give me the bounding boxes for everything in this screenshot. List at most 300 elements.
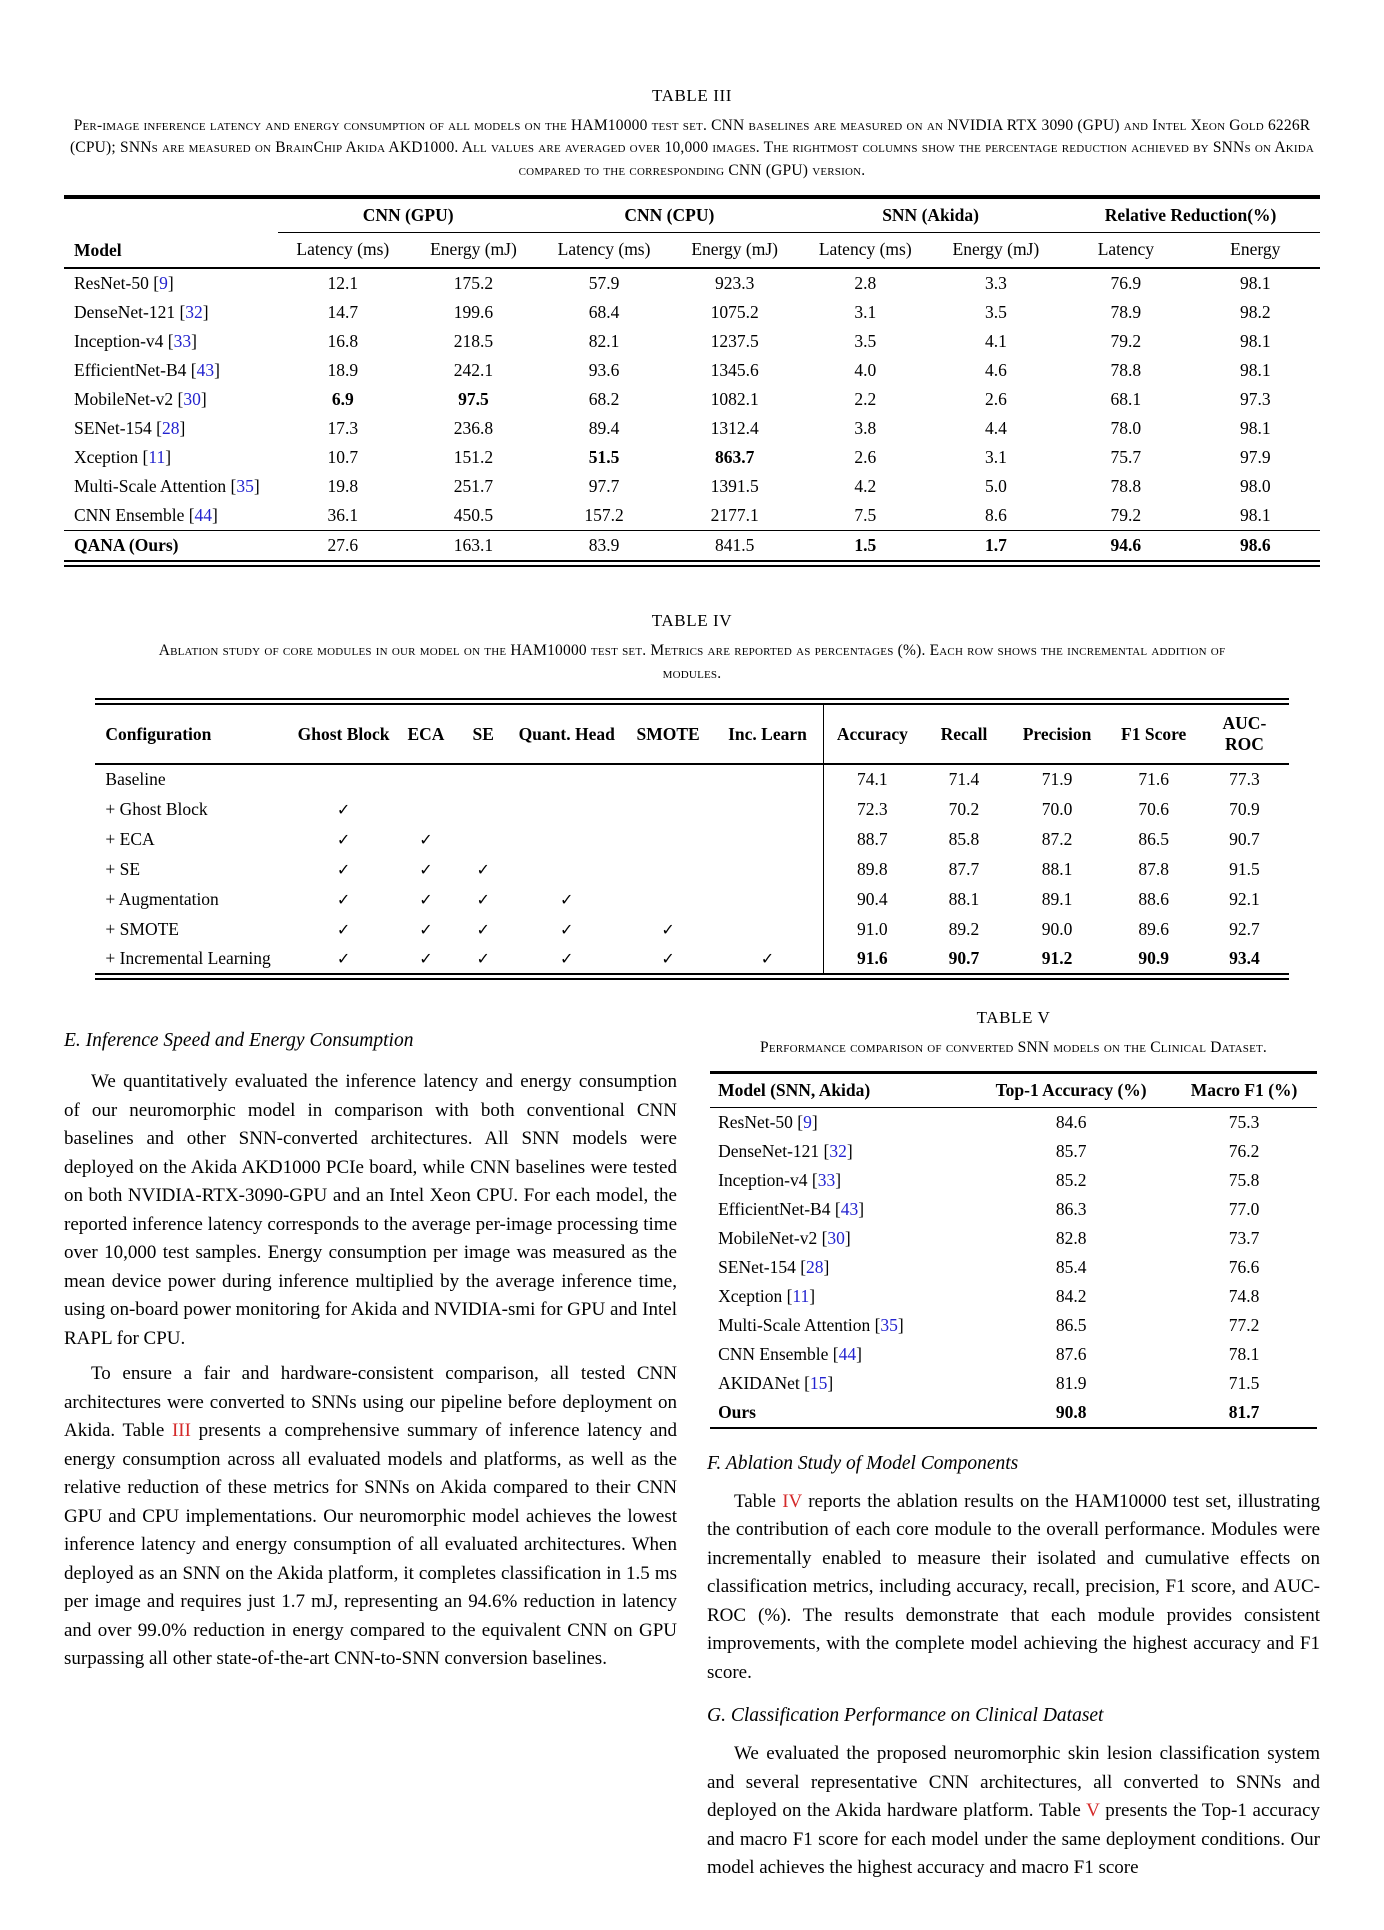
table-cell: 76.2 [1228, 1140, 1260, 1161]
table-cell: 1345.6 [710, 360, 759, 381]
table-cell: 68.4 [588, 302, 620, 323]
section-g-paragraph [707, 1740, 1320, 1883]
table5-header: Model (SNN, Akida) [710, 1072, 971, 1107]
paragraph-text: reports the ablation results on the HAM10000 test set, illustrating the contribution of each core module to the overall performance. Modules were incrementally enabled to measure their isolated and cumulative effects on classification metrics, including accuracy, recall, precision, F1 score, and AUC-ROC (%). The results demonstrate that each module provides consistent improvements, with the complete model achieving the highest accuracy and F1 score. [707, 1490, 1320, 1683]
table-cell [624, 884, 712, 914]
table-cell: 87.6 [1055, 1343, 1087, 1364]
citation-link[interactable]: 15 [809, 1372, 828, 1393]
table4-caption: Ablation study of core modules in our model on the HAM10000 test set. Metrics are reported as percentages (%). Each row shows the incremental addition of modules. [158, 642, 1226, 682]
table-cell: 76.9 [1110, 273, 1142, 294]
table4-header: Quant. Head [509, 702, 624, 765]
table3-caption-block [64, 86, 1320, 182]
table-cell [457, 794, 510, 824]
model-name: EfficientNet-B4 [718, 1198, 831, 1219]
table-cell: 97.7 [588, 476, 620, 497]
table3-group-cnn-cpu: CNN (CPU) [539, 197, 800, 233]
checkmark-icon: ✓ [336, 829, 351, 849]
table-cell [292, 794, 395, 824]
table-cell: 16.8 [327, 331, 359, 352]
table-cell: 92.7 [1229, 918, 1260, 939]
table-cell: 92.1 [1229, 888, 1260, 909]
table-row [64, 443, 1320, 472]
table-cell: 90.7 [948, 948, 980, 969]
table-cell [292, 854, 395, 884]
table-cell: 151.2 [453, 447, 494, 468]
table-cell: Inception-v4 [33] [74, 331, 197, 352]
table-cell: 75.8 [1228, 1169, 1260, 1190]
table-cell: 72.3 [823, 794, 921, 824]
table-cell: 3.3 [984, 273, 1007, 294]
table-cell: Xception [11] [718, 1285, 816, 1306]
table3-subheader: Energy [1191, 233, 1320, 269]
table-cell: 12.1 [327, 273, 359, 294]
table4-header: Recall [921, 702, 1007, 765]
model-name: Multi-Scale Attention [74, 476, 227, 497]
table-cell: Multi-Scale Attention [35] [718, 1314, 904, 1335]
table-cell: 4.2 [854, 476, 877, 497]
table-cell: 1391.5 [710, 476, 759, 497]
table4-header: AUC-ROC [1200, 702, 1288, 765]
table-row [710, 1369, 1317, 1398]
section-e-paragraph-1 [64, 1068, 677, 1353]
table-cell: 81.9 [1055, 1372, 1087, 1393]
table-cell [395, 914, 457, 944]
paragraph-text: We evaluated the proposed neuromorphic skin lesion classification system and several representative CNN architectures, all converted to SNNs and deployed on the Akida hardware platform. Table [707, 1743, 1320, 1822]
table-cell: 88.7 [823, 824, 921, 854]
table-cell [509, 764, 624, 794]
table-row [710, 1166, 1317, 1195]
table-cell: 98.0 [1239, 476, 1271, 497]
table-cell [509, 794, 624, 824]
table-cell: 18.9 [327, 360, 359, 381]
citation-link[interactable]: 33 [817, 1169, 836, 1190]
section-g-heading: G. Classification Performance on Clinical Dataset [707, 1705, 1104, 1727]
table-cell: Inception-v4 [33] [718, 1169, 842, 1190]
table-cell: 81.7 [1228, 1401, 1260, 1422]
model-name: ResNet-50 [718, 1111, 793, 1132]
table-row [64, 356, 1320, 385]
model-name: DenseNet-121 [718, 1140, 820, 1161]
checkmark-icon: ✓ [661, 949, 675, 969]
table3-header-model: Model [64, 197, 278, 268]
table-cell: 78.9 [1110, 302, 1142, 323]
table-cell: 10.7 [327, 447, 359, 468]
table-cell: 75.7 [1110, 447, 1142, 468]
table-cell: 218.5 [453, 331, 494, 352]
table-cell: 97.3 [1239, 389, 1271, 410]
table3-group-cnn-gpu: CNN (GPU) [278, 197, 539, 233]
table-cell: 2.8 [854, 273, 877, 294]
table-row [95, 794, 1288, 824]
table4-header: F1 Score [1107, 702, 1200, 765]
table-row [710, 1253, 1317, 1282]
table-row [95, 884, 1288, 914]
table-cell: 79.2 [1110, 331, 1142, 352]
table-cell: 98.1 [1239, 418, 1271, 439]
table-cell: SENet-154 [28] [718, 1256, 830, 1277]
table-cell: 71.5 [1228, 1372, 1260, 1393]
table-cell [509, 854, 624, 884]
table-cell: ResNet-50 [9] [74, 273, 174, 294]
checkmark-icon: ✓ [419, 829, 433, 849]
table-cell [712, 764, 823, 794]
table3-subheader: Latency [1061, 233, 1190, 269]
table-cell: 94.6 [1061, 531, 1190, 564]
table-cell: 5.0 [984, 476, 1007, 497]
table-cell: 75.3 [1228, 1111, 1260, 1132]
table-cell: + Augmentation [105, 888, 219, 909]
table-row [710, 1137, 1317, 1166]
table-cell: 70.0 [1041, 798, 1073, 819]
table4-header: Inc. Learn [712, 702, 823, 765]
checkmark-icon: ✓ [476, 949, 490, 969]
table-cell: 1082.1 [710, 389, 759, 410]
citation-link[interactable]: 11 [792, 1285, 810, 1306]
model-name: QANA (Ours) [74, 535, 179, 556]
table3-title: TABLE III [651, 86, 733, 105]
table-cell: 1.5 [800, 531, 931, 564]
checkmark-icon: ✓ [419, 859, 433, 879]
table-cell: 87.8 [1138, 858, 1169, 879]
table-cell: 2.2 [854, 389, 877, 410]
table-cell [624, 824, 712, 854]
table-cell: 84.6 [1055, 1111, 1087, 1132]
table-cell: 71.9 [1041, 769, 1073, 790]
table-cell [712, 824, 823, 854]
table-row [64, 268, 1320, 298]
table-cell: 251.7 [453, 476, 494, 497]
table-cell: 68.2 [588, 389, 620, 410]
table-row [710, 1311, 1317, 1340]
table5-body [710, 1107, 1317, 1428]
table-cell: 89.1 [1041, 888, 1073, 909]
table-cell: AKIDANet [15] [718, 1372, 834, 1393]
table-cell [624, 944, 712, 977]
table3-subheader: Energy (mJ) [408, 233, 539, 269]
table-cell: 91.5 [1229, 858, 1260, 879]
checkmark-icon: ✓ [419, 949, 433, 969]
table5 [710, 1071, 1317, 1429]
table-cell: 71.4 [948, 769, 980, 790]
table-cell: 87.7 [948, 858, 980, 879]
checkmark-icon: ✓ [336, 889, 351, 909]
table-cell: 97.9 [1239, 447, 1271, 468]
table-cell: 98.6 [1191, 531, 1320, 564]
table-cell [64, 531, 278, 564]
citation-link[interactable]: 30 [827, 1227, 845, 1248]
table-cell [395, 884, 457, 914]
section-e-paragraph-2 [64, 1360, 677, 1674]
table-cell: EfficientNet-B4 [43] [74, 360, 220, 381]
citation-link[interactable]: 32 [185, 302, 203, 323]
table-cell: 89.6 [1138, 918, 1169, 939]
citation-link[interactable]: 33 [173, 331, 192, 352]
model-name: Inception-v4 [74, 331, 164, 352]
table-cell: CNN Ensemble [44] [718, 1343, 862, 1364]
model-name: CNN Ensemble [718, 1343, 829, 1364]
table-cell [509, 944, 624, 977]
model-name: Ours [718, 1401, 756, 1422]
table-row [64, 414, 1320, 443]
citation-link[interactable]: 44 [838, 1343, 857, 1364]
checkmark-icon: ✓ [419, 919, 433, 939]
table-cell: 88.1 [1041, 858, 1073, 879]
table-cell: 7.5 [854, 505, 877, 526]
table-cell: 84.2 [1055, 1285, 1087, 1306]
checkmark-icon: ✓ [476, 919, 490, 939]
table-cell: 90.9 [1138, 948, 1169, 969]
right-column [707, 1008, 1320, 1889]
table-cell [457, 914, 510, 944]
citation-link[interactable]: 44 [194, 505, 213, 526]
citation-link[interactable]: 32 [829, 1140, 847, 1161]
model-name: Xception [74, 447, 139, 468]
table-cell [292, 914, 395, 944]
table-cell [457, 824, 510, 854]
model-name: MobileNet-v2 [718, 1227, 818, 1248]
table-cell: 3.5 [984, 302, 1007, 323]
table-cell: 90.0 [1041, 918, 1073, 939]
table-row [64, 472, 1320, 501]
table-cell: 71.6 [1138, 769, 1169, 790]
table-cell: 14.7 [327, 302, 359, 323]
table-cell: 3.5 [854, 331, 877, 352]
paragraph-text: We quantitatively evaluated the inference latency and energy consumption of our neuromorphic model in comparison with both conventional CNN baselines and other SNN-converted architectures. All SNN models were deployed on the Akida AKD1000 PCIe board, while CNN baselines were tested on both NVIDIA-RTX-3090-GPU and an Intel Xeon CPU. For each model, the reported inference latency corresponds to the average per-image processing time over 10,000 test samples. Energy consumption per image was measured as the mean device power during inference multiplied by the average inference time, using on-board power monitoring for Akida and NVIDIA-smi for GPU and Intel RAPL for CPU. [64, 1071, 677, 1349]
table-cell: 89.8 [823, 854, 921, 884]
table3-subheader: Latency (ms) [539, 233, 670, 269]
table-cell: MobileNet-v2 [30] [74, 389, 207, 410]
table-cell: 68.1 [1110, 389, 1142, 410]
table4-header: Precision [1007, 702, 1107, 765]
table3-caption: Per-image inference latency and energy consumption of all models on the HAM10000 test set. CNN baselines are measured on an NVIDIA RTX 3090 (GPU) and Intel Xeon Gold 6226R (CPU); SNNs are measured on BrainChip Akida AKD1000. All values are averaged over 10,000 images. The rightmost columns show the percentage reduction achieved by SNNs on Akida compared to the corresponding CNN (GPU) version. [69, 117, 1315, 179]
table3-subheader: Energy (mJ) [669, 233, 800, 269]
table-cell: 91.2 [1041, 948, 1073, 969]
table-cell: 98.1 [1239, 273, 1271, 294]
table-cell: 93.6 [588, 360, 620, 381]
table-cell: 88.1 [948, 888, 980, 909]
table-cell [395, 764, 457, 794]
table-cell [710, 1398, 971, 1428]
checkmark-icon: ✓ [661, 919, 675, 939]
table-cell: 6.9 [331, 389, 354, 410]
checkmark-icon: ✓ [476, 859, 490, 879]
citation-link[interactable]: 43 [840, 1198, 859, 1219]
checkmark-icon: ✓ [560, 919, 574, 939]
table-cell [395, 854, 457, 884]
citation-link[interactable]: 35 [880, 1314, 898, 1335]
table-cell: 85.2 [1055, 1169, 1087, 1190]
table-cell: SENet-154 [28] [74, 418, 186, 439]
table3 [64, 195, 1320, 567]
model-name: SENet-154 [718, 1256, 796, 1277]
table-cell: 51.5 [588, 447, 620, 468]
table-cell: EfficientNet-B4 [43] [718, 1198, 865, 1219]
table-cell: 4.0 [854, 360, 877, 381]
table-cell: 78.1 [1228, 1343, 1260, 1364]
table-cell: 36.1 [327, 505, 359, 526]
table-row [64, 327, 1320, 356]
model-name: AKIDANet [718, 1372, 800, 1393]
table3-subheader: Latency (ms) [278, 233, 409, 269]
table-cell: 4.6 [984, 360, 1007, 381]
citation-link[interactable]: 30 [183, 389, 201, 410]
table-cell: 88.6 [1138, 888, 1169, 909]
checkmark-icon: ✓ [760, 949, 775, 969]
table-cell [624, 794, 712, 824]
citation-link[interactable]: 9 [803, 1111, 812, 1132]
table-cell: 1237.5 [710, 331, 759, 352]
table-row [95, 824, 1288, 854]
table-cell: 70.9 [1229, 798, 1260, 819]
table-cell [457, 764, 510, 794]
citation-link[interactable]: 35 [236, 476, 254, 497]
table-cell: 83.9 [539, 531, 670, 564]
table-cell: ResNet-50 [9] [718, 1111, 818, 1132]
checkmark-icon: ✓ [336, 919, 351, 939]
left-column [64, 1008, 677, 1889]
citation-link[interactable]: 43 [196, 360, 215, 381]
table-cell: 163.1 [408, 531, 539, 564]
model-name: SENet-154 [74, 418, 152, 439]
table-row [710, 1398, 1317, 1428]
checkmark-icon: ✓ [336, 799, 351, 819]
table-cell: 2177.1 [710, 505, 759, 526]
table-cell: + SE [105, 858, 141, 879]
table-cell: 85.7 [1055, 1140, 1087, 1161]
table-cell [292, 824, 395, 854]
table-cell: 157.2 [584, 505, 624, 526]
checkmark-icon: ✓ [476, 889, 490, 909]
model-name: EfficientNet-B4 [74, 360, 187, 381]
checkmark-icon: ✓ [560, 889, 574, 909]
table-cell: 70.6 [1138, 798, 1169, 819]
table-cell: 86.5 [1138, 828, 1169, 849]
section-f-paragraph [707, 1488, 1320, 1688]
table3-body [64, 268, 1320, 564]
table-cell [624, 854, 712, 884]
table-cell: 76.6 [1228, 1256, 1260, 1277]
table-cell: 98.1 [1239, 331, 1271, 352]
table5-caption: Performance comparison of converted SNN models on the Clinical Dataset. [760, 1039, 1267, 1057]
table-cell: 3.1 [984, 447, 1007, 468]
table-ref-link[interactable]: III [171, 1420, 191, 1442]
table-row [710, 1107, 1317, 1137]
table-cell: 4.1 [984, 331, 1007, 352]
table-row [64, 501, 1320, 531]
table-cell: 863.7 [714, 447, 755, 468]
table5-caption-block [707, 1008, 1320, 1059]
table-cell: 175.2 [453, 273, 494, 294]
table-cell: 70.2 [948, 798, 980, 819]
table-cell: 89.2 [948, 918, 980, 939]
table-cell: 82.1 [588, 331, 620, 352]
table-cell [457, 884, 510, 914]
table4-title: TABLE IV [651, 611, 733, 631]
table-cell: 1312.4 [710, 418, 759, 439]
table-cell: + SMOTE [105, 918, 179, 939]
table-cell [509, 914, 624, 944]
table4-header: Accuracy [823, 702, 921, 765]
table-cell: 2.6 [854, 447, 877, 468]
table-cell [292, 884, 395, 914]
table-cell: 87.2 [1041, 828, 1073, 849]
table-cell [509, 884, 624, 914]
citation-link[interactable]: 9 [159, 273, 168, 294]
table4-header: Configuration [95, 702, 292, 765]
model-name: DenseNet-121 [74, 302, 176, 323]
table-cell: 77.3 [1229, 769, 1260, 790]
table-cell: 27.6 [278, 531, 409, 564]
table-cell: 91.6 [823, 944, 921, 977]
table3-subheader: Energy (mJ) [931, 233, 1062, 269]
model-name: Inception-v4 [718, 1169, 808, 1190]
table-cell: 78.8 [1110, 476, 1142, 497]
table-cell [292, 944, 395, 977]
citation-link[interactable]: 28 [161, 418, 180, 439]
table-cell: 74.8 [1228, 1285, 1260, 1306]
table-cell: 79.2 [1110, 505, 1142, 526]
table-cell: 841.5 [669, 531, 800, 564]
table3-group-relative-reduction: Relative Reduction(%) [1061, 197, 1320, 233]
table-row [95, 914, 1288, 944]
table5-header: Macro F1 (%) [1171, 1072, 1317, 1107]
citation-link[interactable]: 28 [806, 1256, 824, 1277]
table-cell: 4.4 [984, 418, 1007, 439]
table-cell: 93.4 [1229, 948, 1260, 969]
model-name: Multi-Scale Attention [718, 1314, 871, 1335]
table-ref-link[interactable]: V [1086, 1800, 1100, 1822]
table-cell: 78.8 [1110, 360, 1142, 381]
table-cell: 199.6 [453, 302, 494, 323]
table-cell [712, 854, 823, 884]
table-cell [395, 944, 457, 977]
table-cell: 77.0 [1228, 1198, 1260, 1219]
table-cell [395, 794, 457, 824]
table5-title: TABLE V [976, 1008, 1051, 1028]
table-cell [457, 854, 510, 884]
table-cell: Baseline [105, 769, 166, 790]
table-cell: Xception [11] [74, 447, 172, 468]
table-row [64, 531, 1320, 564]
table-row [710, 1282, 1317, 1311]
table-cell: 98.2 [1239, 302, 1271, 323]
checkmark-icon: ✓ [336, 949, 351, 969]
table-cell: 74.1 [823, 764, 921, 794]
checkmark-icon: ✓ [419, 889, 433, 909]
citation-link[interactable]: 11 [148, 447, 166, 468]
table-ref-link[interactable]: IV [782, 1490, 802, 1512]
table-cell: DenseNet-121 [32] [718, 1140, 853, 1161]
table-cell: + ECA [105, 828, 155, 849]
table-cell: 1.7 [931, 531, 1062, 564]
table-cell: 236.8 [453, 418, 494, 439]
table-cell: 98.1 [1239, 505, 1271, 526]
paragraph-text: Table [734, 1490, 783, 1512]
table-cell: 57.9 [588, 273, 620, 294]
table-row [95, 854, 1288, 884]
table-cell: 77.2 [1228, 1314, 1260, 1335]
table-cell: 17.3 [327, 418, 359, 439]
table-cell [712, 794, 823, 824]
table-cell [624, 764, 712, 794]
paragraph-text: presents the Top-1 accuracy and macro F1 score for each model under the same deployment conditions. Our model achieves the highest accuracy and macro F1 score [707, 1800, 1321, 1879]
table-cell: 3.1 [854, 302, 877, 323]
table-cell: CNN Ensemble [44] [74, 505, 218, 526]
table-cell: 86.3 [1055, 1198, 1087, 1219]
table-cell: 78.0 [1110, 418, 1142, 439]
checkmark-icon: ✓ [336, 859, 351, 879]
table-cell [292, 764, 395, 794]
